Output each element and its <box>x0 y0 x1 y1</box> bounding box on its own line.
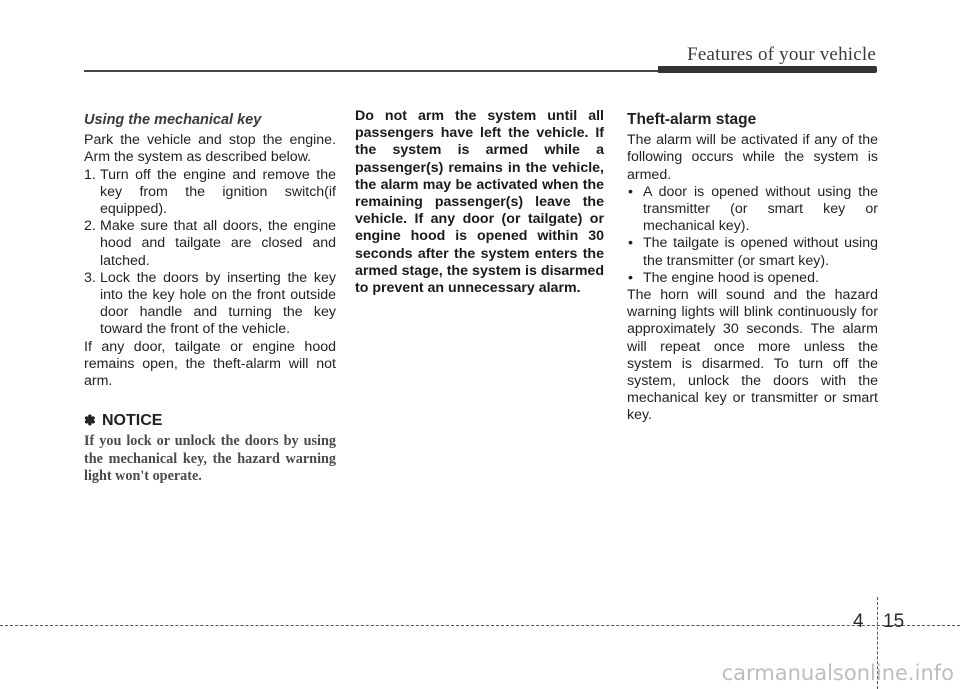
column-middle <box>355 108 604 297</box>
notice-title: NOTICE <box>102 412 163 430</box>
column-left <box>84 108 336 485</box>
section-heading-theft-alarm: Theft-alarm stage <box>627 111 757 128</box>
list-item <box>627 184 878 236</box>
step-text: Turn off the engine and remove the key from the ignition switch(if equipped). <box>100 166 336 218</box>
list-item <box>627 235 878 269</box>
alarm-outro: The horn will sound and the hazard warning lights will blink continuously for approximately 30 seconds. The alarm will repeat once more unless the system is disarmed. To turn off the system, unlock the doors with the mechanical key or transmitter or smart key. <box>627 287 878 424</box>
header-rule-accent <box>658 66 877 73</box>
arming-warning: Do not arm the system until all passengers have left the vehicle. If the system is armed while a passenger(s) remains in the vehicle, the alarm may be activated when the remaining passenger(s) leave the vehicle. If any door (or tailgate) or engine hood is opened within 30 seconds after the system enters the armed stage, the system is disarmed to prevent an unnecessary alarm. <box>355 108 604 297</box>
bullet-icon: • <box>628 183 633 200</box>
watermark: carmanualsonline.info <box>721 661 954 685</box>
column-right <box>627 108 878 425</box>
intro-paragraph: Park the vehicle and stop the engine. Arm the system as described below. <box>84 132 336 166</box>
alarm-conditions-list <box>627 184 878 287</box>
bullet-text: The tailgate is opened without using the transmitter (or smart key). <box>643 235 878 269</box>
notice-icon: ✽ <box>84 412 96 429</box>
step-number: 1. <box>84 166 96 183</box>
notice-body: If you lock or unlock the doors by using the mechanical key, the hazard warning light won't operate. <box>84 433 336 484</box>
list-item <box>84 218 336 270</box>
bullet-text: The engine hood is opened. <box>643 269 819 286</box>
alarm-intro: The alarm will be activated if any of the following occurs while the system is armed. <box>627 132 878 183</box>
bullet-icon: • <box>628 269 633 286</box>
header-title: Features of your vehicle <box>687 44 876 65</box>
footer-divider <box>0 625 960 626</box>
list-item <box>84 167 336 219</box>
subheading-mechanical-key: Using the mechanical key <box>84 112 262 128</box>
outro-paragraph: If any door, tailgate or engine hood remains open, the theft-alarm will not arm. <box>84 338 336 390</box>
bullet-icon: • <box>628 235 633 252</box>
step-text: Make sure that all doors, the engine hood and tailgate are closed and latched. <box>100 218 336 269</box>
header-rule <box>84 70 659 72</box>
notice-heading <box>84 412 336 429</box>
step-number: 3. <box>84 269 96 286</box>
step-text: Lock the doors by inserting the key into the key hole on the front outside door handle and turning the key toward the front of the vehicle. <box>100 269 336 338</box>
arming-steps-list <box>84 167 336 339</box>
page-number: 15 <box>883 611 905 632</box>
chapter-number: 4 <box>853 611 864 632</box>
list-item <box>84 270 336 339</box>
step-number: 2. <box>84 218 96 235</box>
list-item <box>627 270 878 287</box>
bullet-text: A door is opened without using the transmitter (or smart key or mechanical key). <box>643 183 878 235</box>
